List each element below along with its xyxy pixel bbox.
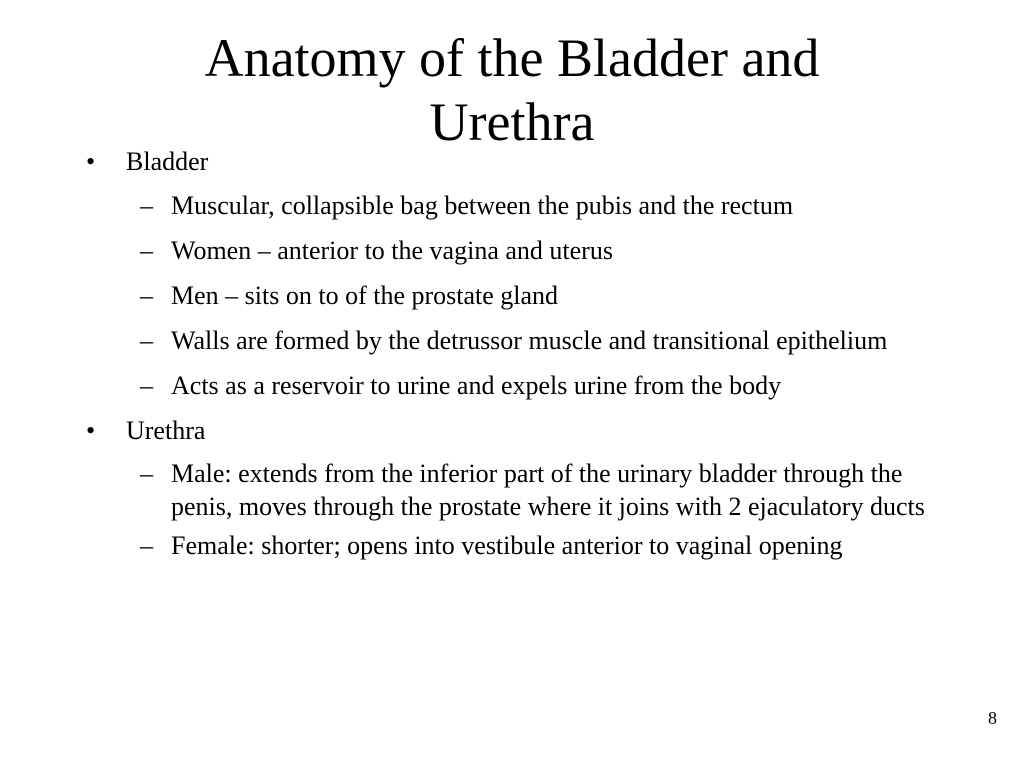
- dash-marker: –: [140, 531, 153, 560]
- slide-content: [84, 144, 954, 568]
- sub-bullet-text: Acts as a reservoir to urine and expels urine from the body: [171, 371, 782, 400]
- page-number: 8: [988, 708, 997, 728]
- dash-marker: –: [140, 459, 153, 488]
- sub-bullet-text: Men – sits on to of the prostate gland: [171, 281, 559, 310]
- slide-title-line-1: Anatomy of the Bladder and: [204, 28, 820, 88]
- sub-bullet: [84, 188, 954, 224]
- dash-marker: –: [140, 191, 153, 220]
- sub-bullet-text: Male: extends from the inferior part of the urinary bladder through the penis, moves through the prostate where it joins with 2 ejaculatory ducts: [171, 459, 925, 521]
- bullet-label: Urethra: [126, 416, 206, 445]
- sub-bullet-text: Women – anterior to the vagina and uterus: [171, 236, 613, 265]
- bullet-label: Bladder: [126, 147, 209, 176]
- sub-bullet: [84, 323, 954, 359]
- slide-title: [112, 26, 912, 154]
- dash-marker: –: [140, 281, 153, 310]
- bullet-bladder: [84, 144, 954, 180]
- sub-bullet-text: Female: shorter; opens into vestibule anterior to vaginal opening: [171, 531, 843, 560]
- slide-title-line-2: Urethra: [429, 92, 595, 152]
- sub-bullet-text: Muscular, collapsible bag between the pubis and the rectum: [171, 191, 794, 220]
- sub-bullet: [84, 368, 954, 404]
- bullet-urethra: [84, 413, 954, 449]
- sub-bullet: [84, 233, 954, 269]
- bullet-marker: •: [86, 147, 96, 176]
- sub-bullet-text: Walls are formed by the detrussor muscle and transitional epithelium: [171, 326, 888, 355]
- sub-bullet: [84, 278, 954, 314]
- bullet-marker: •: [86, 416, 96, 445]
- sub-bullet: [84, 457, 954, 523]
- dash-marker: –: [140, 371, 153, 400]
- sub-bullet: [84, 529, 954, 562]
- dash-marker: –: [140, 236, 153, 265]
- dash-marker: –: [140, 326, 153, 355]
